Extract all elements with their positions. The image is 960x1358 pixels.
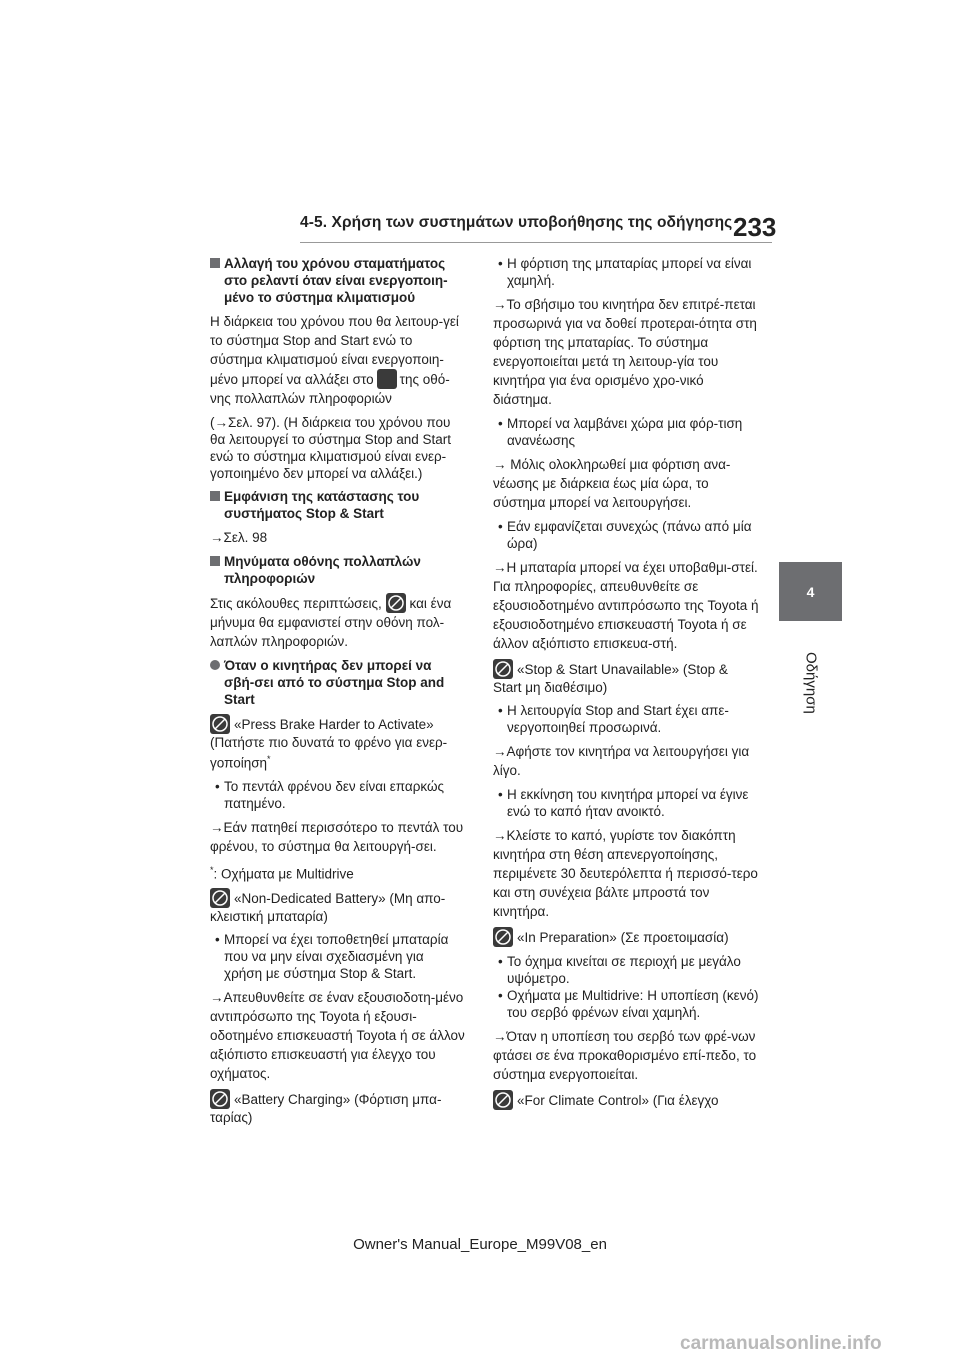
bullet-low-charge: • Η φόρτιση της μπαταρίας μπορεί να είναι χαμηλή.: [493, 255, 759, 289]
bullet-disabled: • Η λειτουργία Stop and Start έχει απε-νεργοποιηθεί προσωρινά.: [493, 702, 759, 736]
message-in-preparation: «In Preparation» (Σε προετοιμασία): [493, 927, 759, 947]
condition-engine-not-stop: Όταν ο κινητήρας δεν μπορεί να σβή-σει από το σύστημα Stop and Start: [210, 657, 465, 708]
chapter-label: [790, 628, 832, 738]
square-bullet-icon: [210, 491, 220, 501]
message-unavailable: «Stop & Start Unavailable» (Stop & Start μη διαθέσιμο): [493, 659, 759, 696]
heading-idle-time: Αλλαγή του χρόνου σταματήματος στο ρελαντί όταν είναι ενεργοποιη-μένο το σύστημα κλιματισμού: [210, 255, 465, 306]
warning-icon: [210, 1089, 230, 1109]
heading-status-display: Εμφάνιση της κατάστασης του συστήματος Stop & Start: [210, 488, 465, 522]
action-contact-dealer: →Απευθυνθείτε σε έναν εξουσιοδοτη-μένο αντιπρόσωπο της Toyota ή εξουσι-οδοτημένο επισκευαστή Toyota ή σε άλλον αξιόπιστο επισκευαστή για έλεγχο του οχήματος.: [210, 990, 465, 1081]
page-reference[interactable]: →Σελ. 98: [210, 530, 268, 545]
warning-icon: [493, 659, 513, 679]
warning-icon: [210, 888, 230, 908]
message-climate-control: «For Climate Control» (Για έλεγχο: [493, 1090, 759, 1110]
square-bullet-icon: [210, 556, 220, 566]
footnote-multidrive: *: Οχήματα με Multidrive: [210, 864, 354, 881]
page-number: 233: [733, 212, 777, 242]
chapter-tab[interactable]: 4: [779, 562, 842, 621]
paragraph-messages-intro: Στις ακόλουθες περιπτώσεις, και ένα μήνυμα θα εμφανιστεί στην οθόνη πολ-λαπλών πληροφοριών.: [210, 593, 465, 651]
circle-bullet-icon: [210, 660, 220, 670]
right-column: [493, 255, 759, 1116]
watermark-logo: carmanualsonline.info: [680, 1333, 882, 1354]
action-refresh-charge: → Μόλις ολοκληρωθεί μια φόρτιση ανα-νέωσης με διάρκεια έως μία ώρα, το σύστημα μπορεί να λειτουργήσει.: [493, 457, 731, 510]
action-close-hood: →Κλείστε το καπό, γυρίστε τον διακόπτη κινητήρα στη θέση απενεργοποίησης, περιμένετε 30 δευτερόλεπτα ή περισσό-τερο και στη συνέχεια βάλτε μπροστά τον κινητήρα.: [493, 828, 758, 919]
bullet-hood-open: • Η εκκίνηση του κινητήρα μπορεί να έγινε ενώ το καπό ήταν ανοικτό.: [493, 786, 759, 820]
warning-icon: [210, 714, 230, 734]
paragraph-idle-note: (→Σελ. 97). (Η διάρκεια του χρόνου που θα λειτουργεί το σύστημα Stop and Start ενώ το σύστημα κλιματισμού είναι ενερ-γοποιημένο δεν μπορεί να αλλάξει.): [210, 415, 451, 481]
chapter-label-text: Οδήγηση: [802, 652, 820, 714]
paragraph-idle-time: Η διάρκεια του χρόνου που θα λειτουρ-γεί το σύστημα Stop and Start ενώ το σύστημα κλιματισμού είναι ενεργοποιη-μένο μπορεί να αλλάξει στο της οθό-νης πολλαπλών πληροφοριών: [210, 314, 459, 406]
warning-icon: [493, 1090, 513, 1110]
section-header: 4-5. Χρήση των συστημάτων υποβοήθησης της οδήγησης: [300, 214, 733, 231]
action-vacuum: →Όταν η υποπίεση του σερβό των φρέ-νων φτάσει σε ένα προκαθορισμένο επί-πεδο, το σύστημα ενεργοποιείται.: [493, 1029, 757, 1082]
bullet-altitude: • Το όχημα κινείται σε περιοχή με μεγάλο υψόμετρο.: [493, 953, 759, 987]
warning-icon: [493, 927, 513, 947]
bullet-brake-pedal: • Το πεντάλ φρένου δεν είναι επαρκώς πατημένο.: [210, 778, 465, 812]
gear-icon: [377, 369, 397, 389]
bullet-continuous: • Εάν εμφανίζεται συνεχώς (πάνω από μία ώρα): [493, 518, 759, 552]
footer-manual-id: Owner's Manual_Europe_M99V08_en: [353, 1236, 607, 1253]
action-run-engine: →Αφήστε τον κινητήρα να λειτουργήσει για λίγο.: [493, 744, 750, 778]
bullet-battery-type: • Μπορεί να έχει τοποθετηθεί μπαταρία που να μην είναι σχεδιασμένη για χρήση με σύστημα Stop & Start.: [210, 931, 465, 982]
message-battery-charging: «Battery Charging» (Φόρτιση μπα-ταρίας): [210, 1089, 465, 1126]
header-divider: [300, 242, 772, 243]
heading-mid-messages: Μηνύματα οθόνης πολλαπλών πληροφοριών: [210, 553, 465, 587]
action-low-charge: →Το σβήσιμο του κινητήρα δεν επιτρέ-πεται προσωρινά για να δοθεί προτεραι-ότητα στη φόρτιση της μπαταρίας. Το σύστημα ενεργοποιείται μετά τη λειτουρ-γία του κινητήρα για ένα ορισμένο χρο-νικό διάστημα.: [493, 297, 757, 407]
bullet-refresh-charge: • Μπορεί να λαμβάνει χώρα μια φόρ-τιση ανανέωσης: [493, 415, 759, 449]
action-brake-pedal: →Εάν πατηθεί περισσότερο το πεντάλ του φρένου, το σύστημα θα λειτουργή-σει.: [210, 819, 464, 854]
warning-icon: [386, 593, 406, 613]
square-bullet-icon: [210, 258, 220, 268]
message-press-brake: «Press Brake Harder to Activate» (Πατήστε πιο δυνατά το φρένο για ενερ-γοποίηση*: [210, 714, 465, 772]
message-non-dedicated: «Non-Dedicated Battery» (Μη απο-κλειστική μπαταρία): [210, 888, 465, 925]
bullet-vacuum: • Οχήματα με Multidrive: Η υποπίεση (κενό) του σερβό φρένων είναι χαμηλή.: [493, 987, 759, 1021]
action-degraded-battery: →Η μπαταρία μπορεί να έχει υποβαθμι-στεί. Για πληροφορίες, απευθυνθείτε σε εξουσιοδοτημένο αντιπρόσωπο της Toyota ή εξουσιοδοτημένο επισκευαστή Toyota ή σε άλλον αξιόπιστο επισκευα-στή.: [493, 560, 759, 651]
left-column: [210, 255, 465, 1132]
